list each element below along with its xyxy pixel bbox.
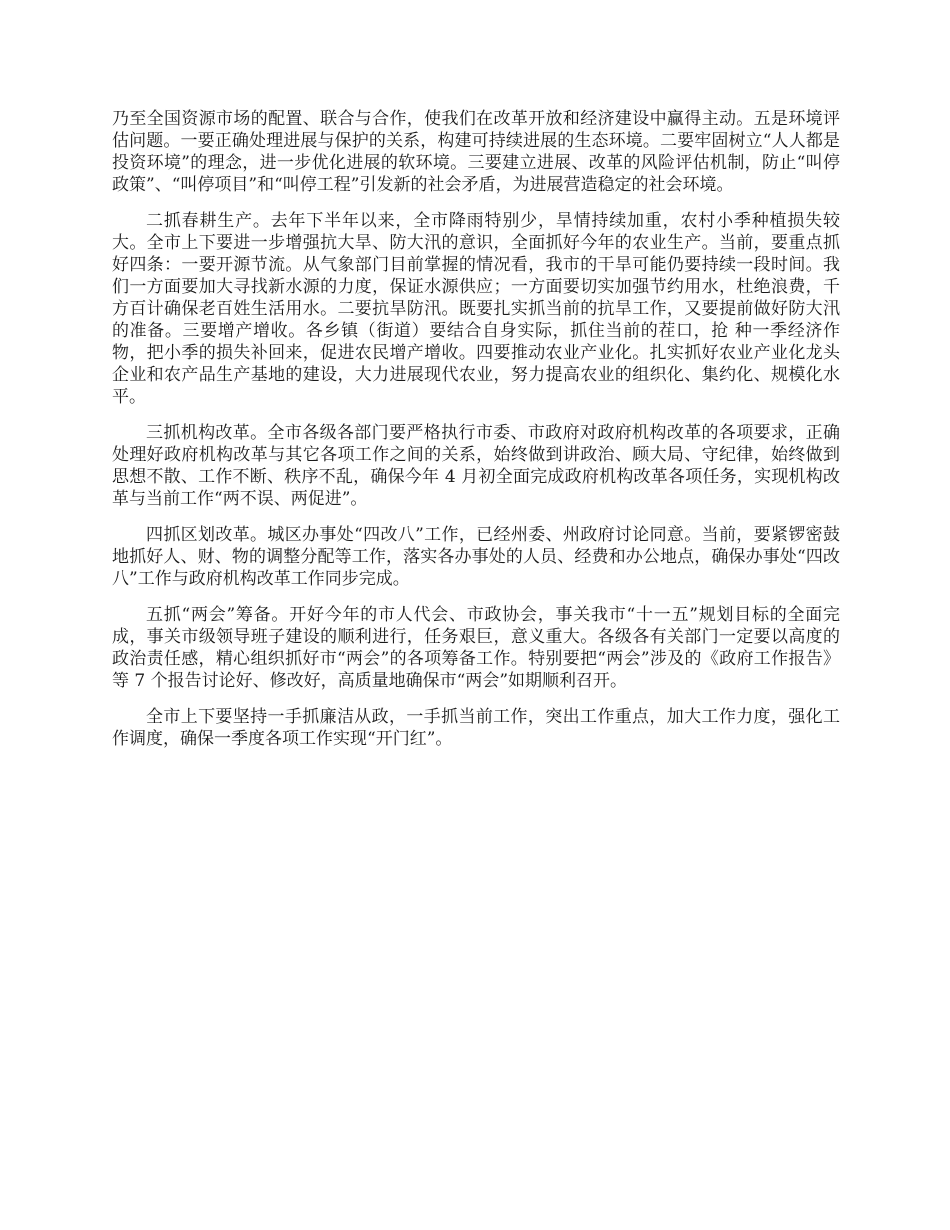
paragraph-institutional-reform: 三抓机构改革。全市各级各部门要严格执行市委、市政府对政府机构改革的各项要求，正确处理好政府机构改革与其它各项工作之间的关系，始终做到讲政治、顾大局、守纪律，始终做到思想不散、工作不断、秩序不乱，确保今年 4 月初全面完成政府机构改革各项任务，实现机构改革与当前工作“两不误、两促进”。 bbox=[112, 423, 840, 509]
document-page bbox=[112, 108, 840, 764]
paragraph-two-sessions: 五抓“两会”筹备。开好今年的市人代会、市政协会，事关我市“十一五”规划目标的全面完成，事关市级领导班子建设的顺利进行，任务艰巨，意义重大。各级各有关部门一定要以高度的政治责任感，精心组织抓好市“两会”的各项筹备工作。特别要把“两会”涉及的《政府工作报告》等 7 个报告讨论好、修改好，高质量地确保市“两会”如期顺利召开。 bbox=[112, 605, 840, 691]
paragraph-spring-farming: 二抓春耕生产。去年下半年以来，全市降雨特别少，旱情持续加重，农村小季种植损失较大。全市上下要进一步增强抗大旱、防大汛的意识，全面抓好今年的农业生产。当前，要重点抓好四条：一要开源节流。从气象部门目前掌握的情况看，我市的干旱可能仍要持续一段时间。我们一方面要加大寻找新水源的力度，保证水源供应；一方面要切实加强节约用水，杜绝浪费，千方百计确保老百姓生活用水。二要抗旱防汛。既要扎实抓当前的抗旱工作，又要提前做好防大汛的准备。三要增产增收。各乡镇（街道）要结合自身实际，抓住当前的茬口，抢 种一季经济作物，把小季的损失补回来，促进农民增产增收。四要推动农业产业化。扎实抓好农业产业化龙头企业和农产品生产基地的建设，大力进展现代农业，努力提高农业的组织化、集约化、规模化水平。 bbox=[112, 211, 840, 407]
paragraph-district-reform: 四抓区划改革。城区办事处“四改八”工作，已经州委、州政府讨论同意。当前，要紧锣密鼓地抓好人、财、物的调整分配等工作，落实各办事处的人员、经费和办公地点，确保办事处“四改八”工作与政府机构改革工作同步完成。 bbox=[112, 525, 840, 589]
paragraph-continuation: 乃至全国资源市场的配置、联合与合作，使我们在改革开放和经济建设中赢得主动。五是环境评估问题。一要正确处理进展与保护的关系，构建可持续进展的生态环境。二要牢固树立“人人都是投资环境”的理念，进一步优化进展的软环境。三要建立进展、改革的风险评估机制，防止“叫停政策”、“叫停项目”和“叫停工程”引发新的社会矛盾，为进展营造稳定的社会环境。 bbox=[112, 109, 840, 195]
paragraph-closing: 全市上下要坚持一手抓廉洁从政，一手抓当前工作，突出工作重点，加大工作力度，强化工作调度，确保一季度各项工作实现“开门红”。 bbox=[112, 707, 840, 749]
